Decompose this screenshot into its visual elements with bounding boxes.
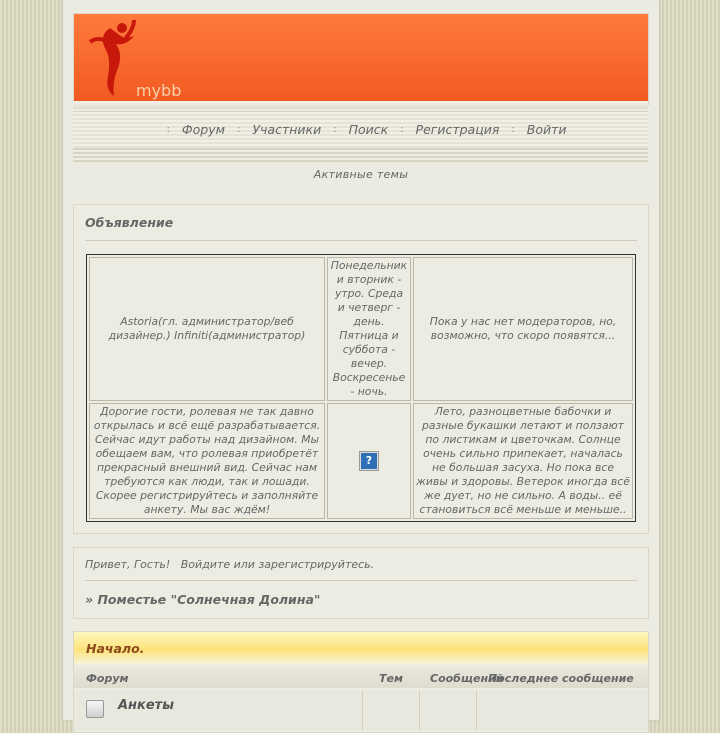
nav-separator: : [400, 123, 404, 135]
moderators-cell: Пока у нас нет модераторов, но, возможно, что скоро появятся... [413, 257, 633, 401]
category-panel [73, 631, 649, 733]
greeting-text: Привет, Гость! [85, 558, 171, 571]
divider [85, 580, 637, 581]
cell-divider [476, 690, 477, 730]
divider [85, 240, 637, 241]
header-bottom-bar [73, 101, 648, 109]
column-topics: Тем [379, 672, 403, 685]
greeting-line [85, 558, 374, 571]
column-forum: Форум [86, 672, 129, 685]
nav-link-login[interactable]: Войти [526, 121, 567, 137]
category-title[interactable]: Начало. [86, 641, 145, 656]
forum-status-icon [86, 700, 104, 718]
login-register-link[interactable]: Войдите или зарегистрируйтесь. [180, 558, 375, 571]
welcome-panel [73, 547, 649, 619]
nav-link-members[interactable]: Участники [252, 121, 322, 137]
svg-text:mybb: mybb [136, 81, 182, 100]
board-title: » Поместье "Солнечная Долина" [85, 592, 321, 607]
category-header [74, 632, 648, 664]
nav-separator: : [333, 123, 337, 135]
site-header [73, 13, 649, 103]
nav-link-register[interactable]: Регистрация [415, 121, 500, 137]
guests-message-cell: Дорогие гости, ролевая не так давно открылась и всё ещё разрабатывается. Сейчас идут работы над дизайном. Мы обещаем вам, что ролевая приобретёт прекрасный внешний вид. Сейчас нам требуются как люди, так и лошади. Скорее регистрируйтесь и заполняйте анкету. Мы вас ждём! [89, 403, 325, 519]
schedule-cell: Понедельник и вторник - утро. Среда и четверг - день. Пятница и суббота - вечер. Воскресенье - ночь. [327, 257, 411, 401]
cell-divider [419, 690, 420, 730]
mybb-logo[interactable] [80, 18, 190, 100]
nav-link-search[interactable]: Поиск [348, 121, 389, 137]
cell-divider [362, 690, 363, 730]
column-posts: Сообщений [430, 672, 504, 685]
announcement-title: Объявление [85, 215, 174, 230]
main-navigation [73, 111, 648, 162]
page-wrapper [62, 0, 660, 720]
nav-decorative-stripes [73, 148, 648, 162]
weather-cell: Лето, разноцветные бабочки и разные букашки летают и ползают по листикам и цветочкам. Солнце очень сильно припекает, началась не большая засуха. Но пока все живы и здоровы. Ветерок иногда всё же дует, но не сильно. А воды.. её становиться всё меньше и меньше.. [413, 403, 633, 519]
announcement-table [86, 254, 636, 522]
forum-column-headers [74, 668, 648, 688]
announcement-panel [73, 204, 649, 534]
column-last-post: Последнее сообщение [488, 672, 634, 685]
forum-row [74, 690, 648, 730]
forum-name-link[interactable]: Анкеты [118, 698, 174, 713]
broken-image-icon[interactable]: ? [360, 452, 378, 470]
nav-link-forum[interactable]: Форум [181, 121, 226, 137]
nav-separator: : [166, 123, 170, 135]
admins-cell: Astoria(гл. администратор/веб дизайнер.) Infiniti(администратор) [89, 257, 325, 401]
nav-separator: : [511, 123, 515, 135]
active-topics-link[interactable]: Активные темы [313, 168, 409, 181]
image-cell [327, 403, 411, 519]
nav-separator: : [237, 123, 241, 135]
